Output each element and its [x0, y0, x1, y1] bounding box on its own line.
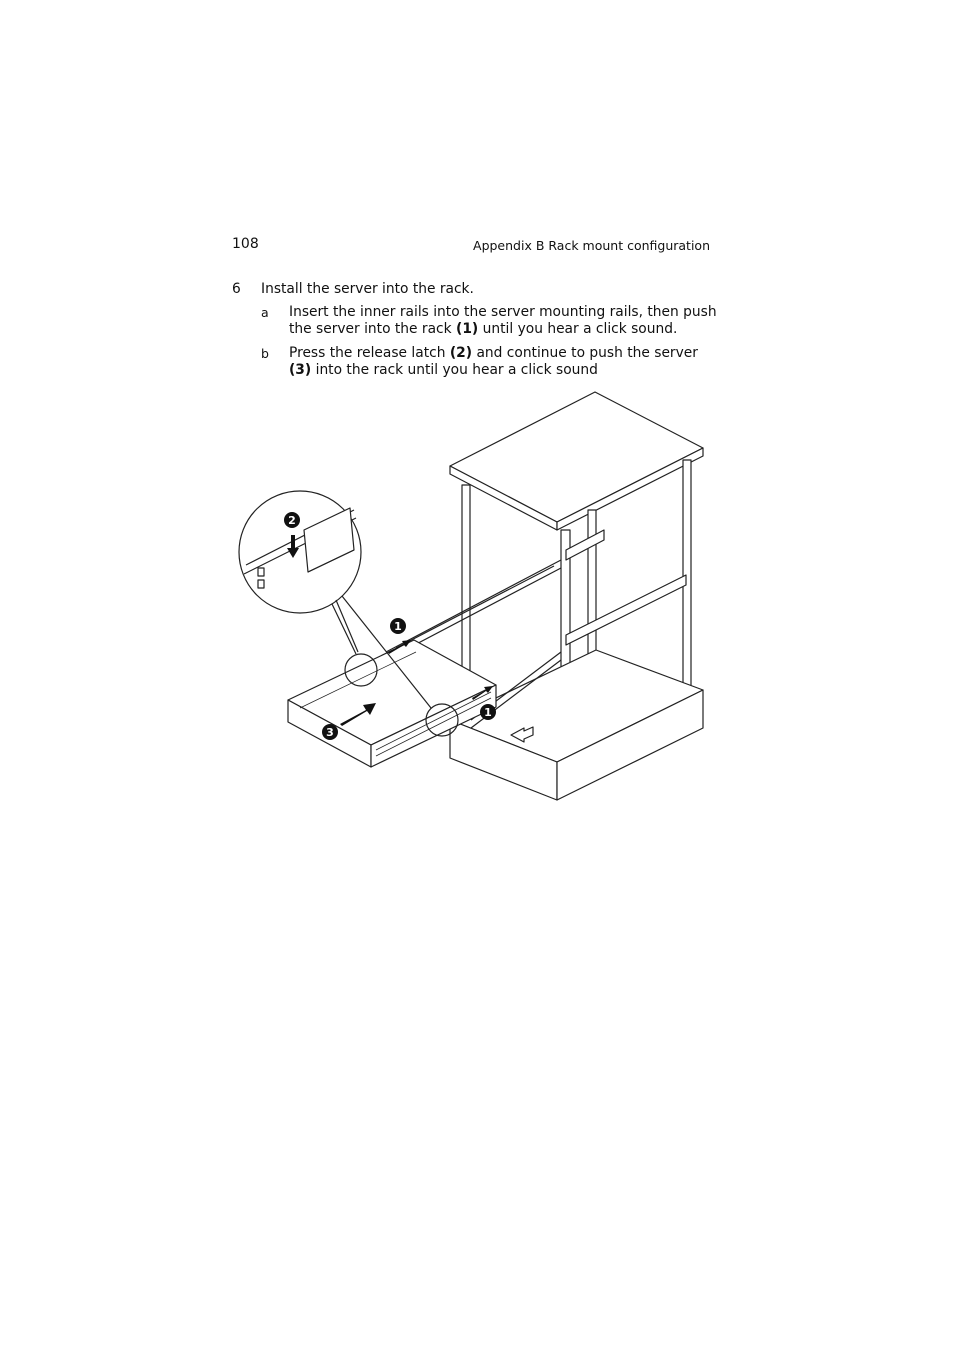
callout-3-label: 3	[326, 726, 334, 739]
substep-text-part: until you hear a click sound.	[478, 321, 678, 337]
step-text: Install the server into the rack.	[261, 281, 474, 297]
callout-1-label: 1	[484, 706, 492, 719]
step-number: 6	[232, 281, 241, 297]
callout-2-label: 2	[288, 514, 296, 527]
rack-bracket-upper	[566, 530, 604, 560]
substep-text	[289, 304, 719, 338]
callout-ref-1: (1)	[456, 321, 479, 337]
rack-post-front-left	[462, 485, 470, 685]
substep-text	[289, 345, 719, 379]
callout-1-lower	[480, 704, 496, 720]
rack-installation-illustration	[236, 390, 712, 804]
rack-bracket-lower	[566, 575, 686, 645]
callout-ref-2: (2)	[449, 345, 473, 361]
callout-3	[322, 724, 338, 740]
substep-text-part: Press the release latch	[289, 345, 450, 361]
callout-2	[284, 512, 300, 528]
page-number: 108	[232, 236, 259, 252]
substep-text-part: Insert the inner rails into the server mounting rails, then push the server into the rack	[289, 304, 717, 337]
substep-letter: b	[261, 346, 269, 361]
rack-diagram-svg	[236, 390, 712, 804]
callout-1-label: 1	[394, 620, 402, 633]
substep-text-part: into the rack until you hear a click sound	[311, 362, 598, 378]
callout-ref-3: (3)	[289, 362, 312, 378]
running-title: Appendix B Rack mount configuration	[473, 238, 710, 253]
substep-letter: a	[261, 305, 269, 320]
substep-text-part: and continue to push the server	[472, 345, 698, 361]
rack-top	[450, 392, 703, 522]
callout-1-upper	[390, 618, 406, 634]
page-header	[232, 236, 710, 256]
